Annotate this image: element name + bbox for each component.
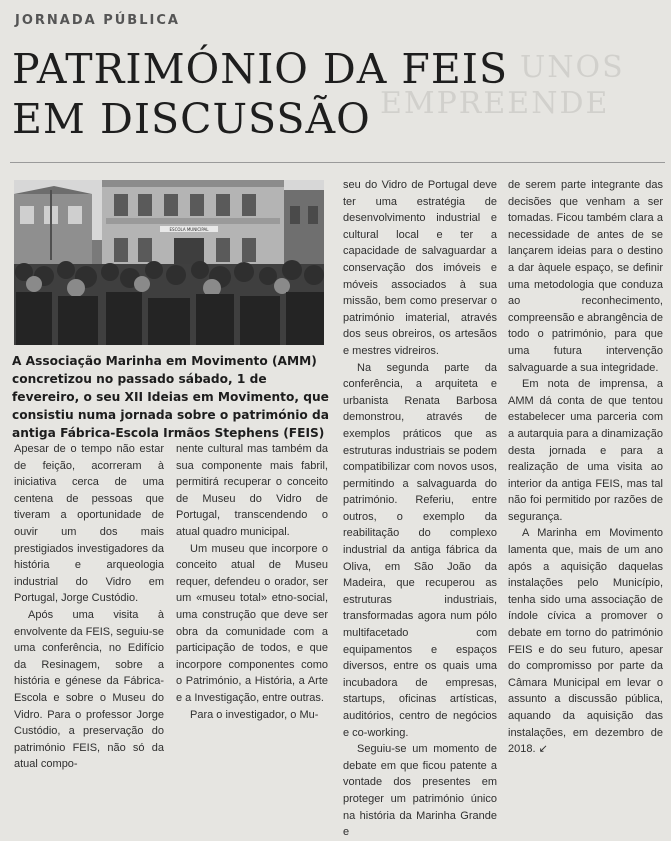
crowd-photo-illustration — [14, 180, 324, 345]
paragraph: Apesar de o tempo não estar de feição, acorreram à iniciativa cerca de uma centena de pessoas que tiveram a oportunidade de ouvir um dos mais prestigiados investigadores da história e arqueologia industrial do Vidro em Portugal, Jorge Custódio. — [14, 443, 164, 605]
lead-paragraph: A Associação Marinha em Movimento (AMM) concretizou no passado sábado, 1 de fevereiro, o seu XII Ideias em Movimento, que consistiu numa jornada sobre o património da antiga Fábrica-Escola Irmãos Stephens (FEIS) — [12, 354, 329, 440]
headline-line-2: EM DISCUSSÃO — [12, 95, 371, 143]
paragraph: A Marinha em Movimento lamenta que, mais de um ano após a aquisição daquelas instalações pelo Município, tenha sido uma associação de índole cívica a promover o debate em torno do património FEIS e do seu futuro, apesar do compromisso por parte da Câmara Municipal em levar o assunto a discussão pública, aquando da aquisição das instalações, em dezembro de 2018. ↙ — [508, 527, 663, 756]
section-label: JORNADA PÚBLICA — [15, 13, 180, 28]
paragraph: seu do Vidro de Portugal deve ter uma estratégia de desenvolvimento industrial e cultural local e ter a capacidade de salvaguardar a conservação dos imóveis e móveis associados à sua missão, bem como preservar o património imaterial, através dos seus obreiros, os artesãos e mestres vidreiros. — [343, 179, 497, 357]
paragraph: Para o investigador, o Mu- — [190, 708, 319, 721]
column-1 — [14, 441, 164, 773]
divider — [10, 162, 665, 163]
article-photo — [14, 180, 324, 345]
paragraph: Seguiu-se um momento de debate em que ficou patente a vontade dos presentes em proteger um património único na história da Marinha Grande e — [343, 743, 497, 839]
photo-sign: ESCOLA MUNICIPAL — [169, 227, 209, 232]
headline — [12, 44, 632, 144]
paragraph: Após uma visita à envolvente da FEIS, seguiu-se uma conferência, no Edifício da Resinagem, sobre a história e génese da Fábrica-Escola e sobre o Museu do Vidro. Para o professor Jorge Custódio, a preservação do património FEIS, não só da atual compo- — [14, 608, 164, 771]
column-4 — [508, 177, 663, 758]
paragraph: nente cultural mas também da sua componente mais fabril, permitirá recuperar o conceito de Museu do Vidro de Portugal, transcendendo o atual quadro municipal. — [176, 443, 328, 538]
paragraph: de serem parte integrante das decisões que venham a ser tomadas. Ficou também clara a necessidade de antes de se lançarem ideias para o destino a dar àquele espaço, se definir uma metodologia que conduza ao reconhecimento, compreensão e abrangência de todo o património, para que uma futura intervenção salvaguarde a sua integridade. — [508, 179, 663, 374]
column-3 — [343, 177, 497, 841]
bleed-through-text: UNOS EMPREENDE — [380, 50, 625, 121]
column-2 — [176, 441, 328, 723]
paragraph: Na segunda parte da conferência, a arquiteta e urbanista Renata Barbosa demonstrou, através de exemplos práticos que as estruturas industriais se podem compatibilizar com novos usos, permitindo a salvaguarda do património. Referiu, entre outros, o exemplo da reabilitação do complexo industrial da antiga fábrica da Oliva, em São João da Madeira, que recuperou as estruturas industriais, transformadas agora num pólo multifacetado com equipamentos e espaços diversos, entre os quais uma incubadora de empresas, startups, oficinas artísticas, auditórios, centro de negócios e co-working. — [343, 361, 497, 739]
headline-line-1: PATRIMÓNIO DA FEIS — [12, 45, 509, 93]
paragraph: Um museu que incorpore o conceito atual de Museu requer, defendeu o orador, ser um «museu total» etno-social, uma construção que deve ser obra da comunidade com a participação de todos, e que incorpore componentes como o Património, a História, a Arte e a Investigação, entre outras. — [176, 542, 328, 704]
paragraph: Em nota de imprensa, a AMM dá conta de que tentou estabelecer uma parceria com a autarquia para a dinamização desta jornada e para a realização de uma visita ao interior da antiga FEIS, mas tal não foi permitido por razões de segurança. — [508, 378, 663, 523]
